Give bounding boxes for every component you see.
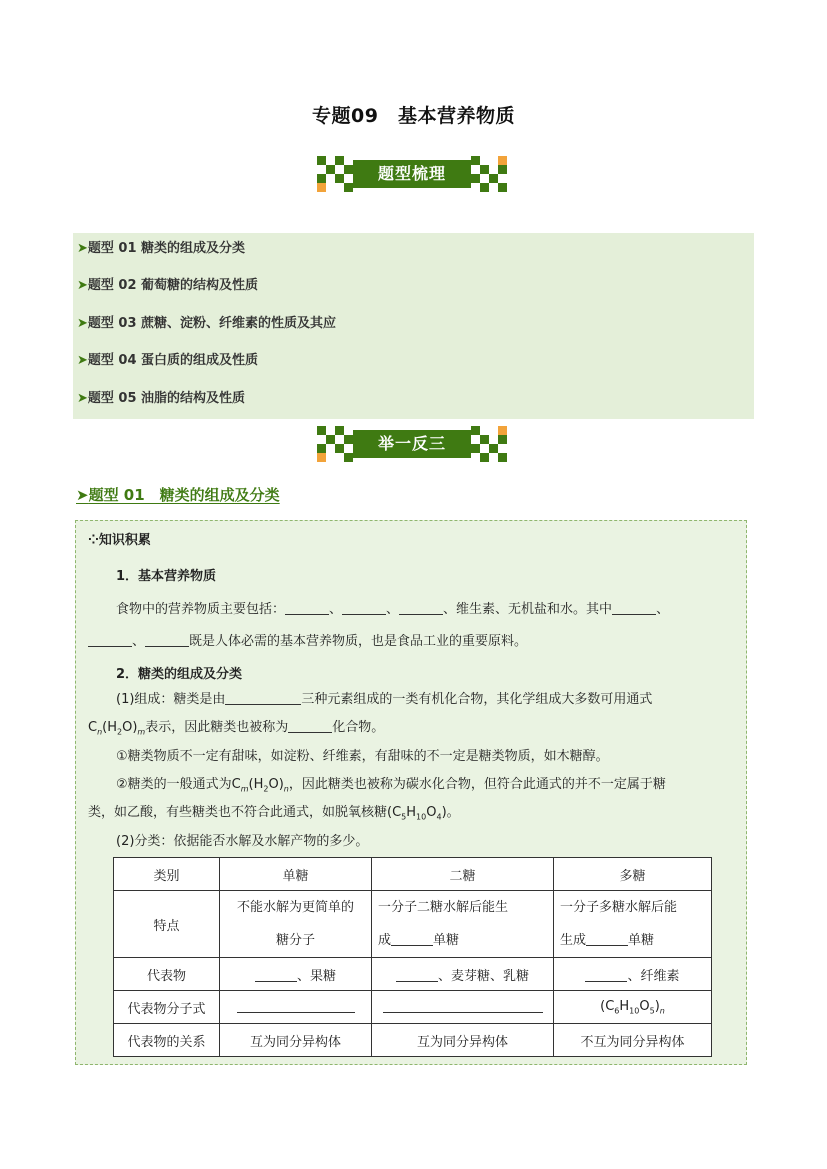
table-header: 多糖 <box>554 858 712 891</box>
table-cell: 互为同分异构体 <box>372 1024 554 1057</box>
diamond-icon: ⁘ <box>88 533 99 548</box>
paragraph: (2)分类：依据能否水解及水解产物的多少。 <box>116 834 369 849</box>
section-heading: ➤题型 01 糖类的组成及分类 <box>76 486 280 504</box>
toc-item[interactable]: ➤题型 02 葡萄糖的结构及性质 <box>77 278 259 293</box>
answer-blank[interactable] <box>225 691 301 705</box>
row-label: 代表物分子式 <box>114 991 220 1024</box>
topic-list <box>73 233 754 419</box>
note-2: ②糖类的一般通式为$C_m(H_2O)_n$，因此糖类也被称为碳水化合物，但符合此通式的并不一定属于糖 <box>116 777 666 794</box>
formula: $C_n(H_2O)_m$ <box>88 720 146 737</box>
note-1: ①糖类物质不一定有甜味，如淀粉、纤维素，有甜味的不一定是糖类物质，如木糖醇。 <box>116 749 609 764</box>
table-header: 类别 <box>114 858 220 891</box>
answer-blank[interactable] <box>391 932 433 946</box>
answer-blank[interactable] <box>255 968 297 982</box>
answer-blank[interactable] <box>342 601 386 615</box>
formula: $(C_6H_{10}O_5)_n$ <box>600 998 665 1016</box>
paragraph: $C_n(H_2O)_m$表示，因此糖类也被称为 化合物。 <box>88 720 385 737</box>
paragraph: 、 既是人体必需的基本营养物质，也是食品工业的重要原料。 <box>88 630 527 649</box>
answer-blank[interactable] <box>399 601 443 615</box>
table-header: 二糖 <box>372 858 554 891</box>
row-label: 特点 <box>114 891 220 958</box>
table-cell: 不互为同分异构体 <box>554 1024 712 1057</box>
formula: $C_m(H_2O)_n$ <box>231 777 289 794</box>
table-cell: 、纤维素 <box>554 958 712 991</box>
note-2-cont: 类，如乙酸，有些糖类也不符合此通式，如脱氧核糖$(C_5H_{10}O_4)$。 <box>88 805 460 822</box>
toc-item[interactable]: ➤题型 03 蔗糖、淀粉、纤维素的性质及其应 <box>77 316 337 331</box>
paragraph: (1)组成：糖类是由 三种元素组成的一类有机化合物，其化学组成大多数可用通式 <box>116 692 653 707</box>
answer-blank[interactable] <box>88 633 132 647</box>
answer-blank[interactable] <box>145 633 189 647</box>
toc-item[interactable]: ➤题型 05 油脂的结构及性质 <box>77 391 246 406</box>
table-cell: 一分子多糖水解后能 生成 单糖 <box>554 891 712 958</box>
table-cell: 、麦芽糖、乳糖 <box>372 958 554 991</box>
answer-blank[interactable] <box>396 968 438 982</box>
answer-blank[interactable] <box>585 968 627 982</box>
table-cell: 一分子二糖水解后能生 成 单糖 <box>372 891 554 958</box>
table-cell <box>554 991 712 1024</box>
paragraph: 食物中的营养物质主要包括： 、 、 、维生素、无机盐和水。其中 、 <box>116 602 670 617</box>
table-cell <box>220 991 372 1024</box>
table-cell: 互为同分异构体 <box>220 1024 372 1057</box>
toc-item[interactable]: ➤题型 01 糖类的组成及分类 <box>77 241 246 256</box>
page-title: 专题09 基本营养物质 <box>312 105 515 127</box>
table-cell <box>372 991 554 1024</box>
row-label: 代表物的关系 <box>114 1024 220 1057</box>
knowledge-header: ⁘知识积累 <box>88 533 151 548</box>
banner-practice <box>317 426 507 462</box>
sugar-classification-table <box>113 857 712 1057</box>
table-cell: 、果糖 <box>220 958 372 991</box>
formula: $(C_5H_{10}O_4)$。 <box>387 805 460 822</box>
banner-label: 题型梳理 <box>353 160 471 188</box>
row-label: 代表物 <box>114 958 220 991</box>
answer-blank[interactable] <box>612 601 656 615</box>
table-cell: 不能水解为更简单的 糖分子 <box>220 891 372 958</box>
banner-label: 举一反三 <box>353 430 471 458</box>
answer-blank[interactable] <box>285 601 329 615</box>
heading-2: 2．糖类的组成及分类 <box>116 667 243 682</box>
heading-1: 1．基本营养物质 <box>116 569 217 584</box>
table-header: 单糖 <box>220 858 372 891</box>
toc-item[interactable]: ➤题型 04 蛋白质的组成及性质 <box>77 353 259 368</box>
answer-blank[interactable] <box>383 999 543 1013</box>
answer-blank[interactable] <box>288 719 332 733</box>
banner-topic-review <box>317 156 507 192</box>
answer-blank[interactable] <box>237 999 355 1013</box>
answer-blank[interactable] <box>586 932 628 946</box>
